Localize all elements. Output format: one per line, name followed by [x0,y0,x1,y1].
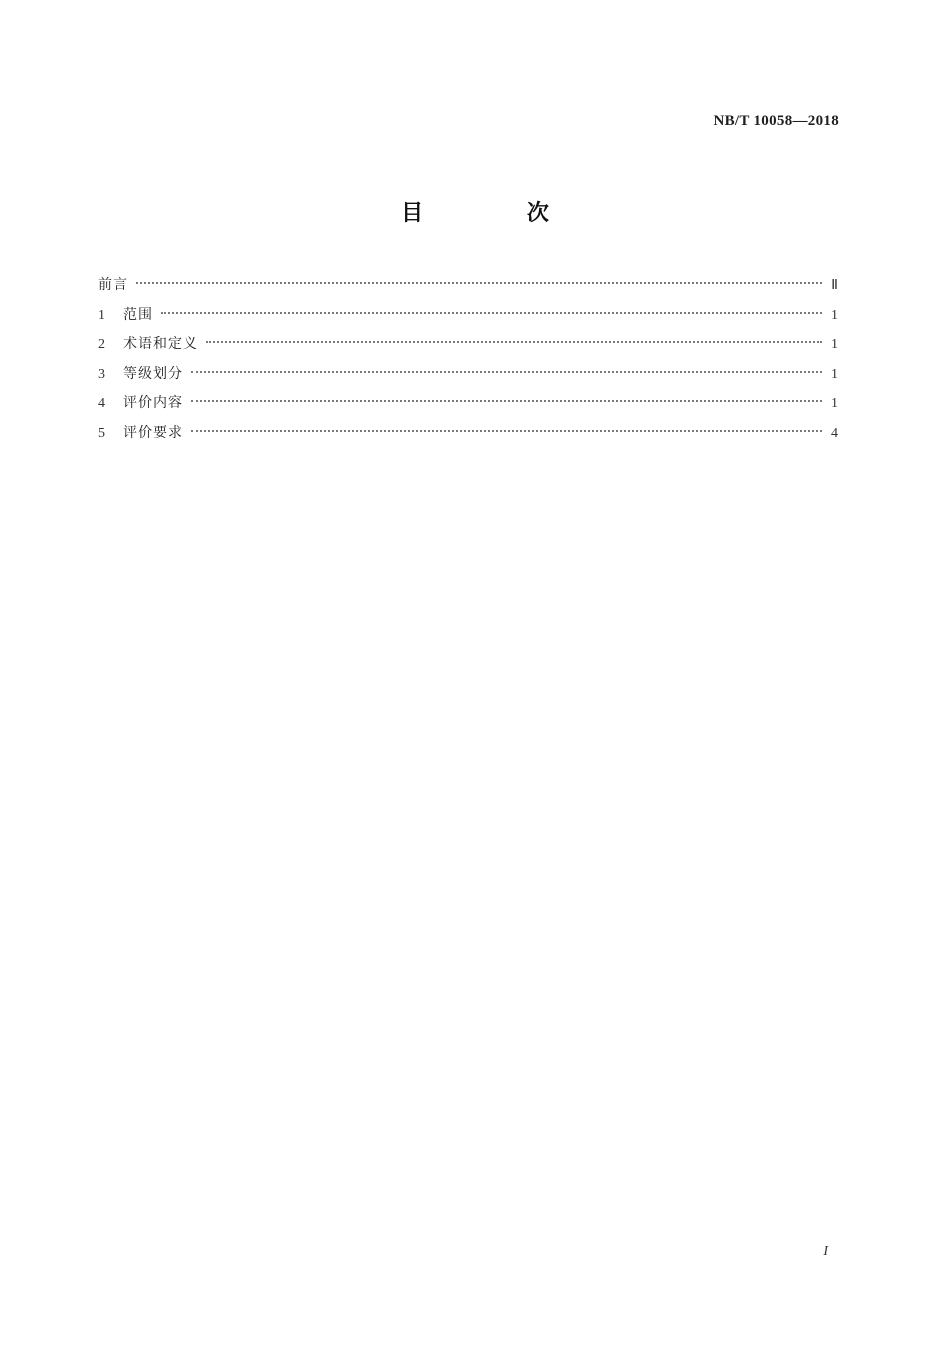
toc-leader-dots [206,341,822,343]
toc-entry-scope[interactable] [98,305,838,335]
toc-entry-page: 1 [831,337,838,353]
toc-entry-label: 前言 [98,277,128,293]
toc-entry-number: 5 [98,425,105,441]
toc-entry-label: 等级划分 [123,365,183,382]
toc-entry-number: 2 [98,337,105,353]
toc-entry-evaluation-requirements[interactable] [98,423,838,453]
toc-entry-terms[interactable] [98,334,838,364]
toc-entry-number: 3 [98,366,105,382]
toc-entry-label: 范围 [123,306,153,323]
toc-entry-foreword[interactable] [98,275,838,305]
toc-entry-evaluation-content[interactable] [98,393,838,423]
toc-entry-label: 评价内容 [123,395,183,412]
toc-entry-page: Ⅱ [831,278,838,293]
toc-leader-dots [161,312,822,314]
toc-entry-page: 1 [831,366,838,382]
toc-entry-number: 1 [98,307,105,323]
toc-leader-dots [191,371,822,373]
toc-leader-dots [136,282,822,284]
toc-entry-label: 术语和定义 [123,336,198,353]
page-title: 目 次 [401,201,597,226]
toc-entry-page: 1 [831,396,838,412]
table-of-contents [98,275,838,453]
toc-entry-label: 评价要求 [123,424,183,441]
toc-entry-number: 4 [98,396,105,412]
toc-leader-dots [191,430,822,432]
toc-entry-page: 1 [831,307,838,323]
toc-leader-dots [191,400,822,402]
toc-entry-page: 4 [831,425,838,441]
page-number: I [823,1244,828,1259]
toc-entry-grading[interactable] [98,364,838,394]
standard-code: NB/T 10058—2018 [713,113,839,129]
